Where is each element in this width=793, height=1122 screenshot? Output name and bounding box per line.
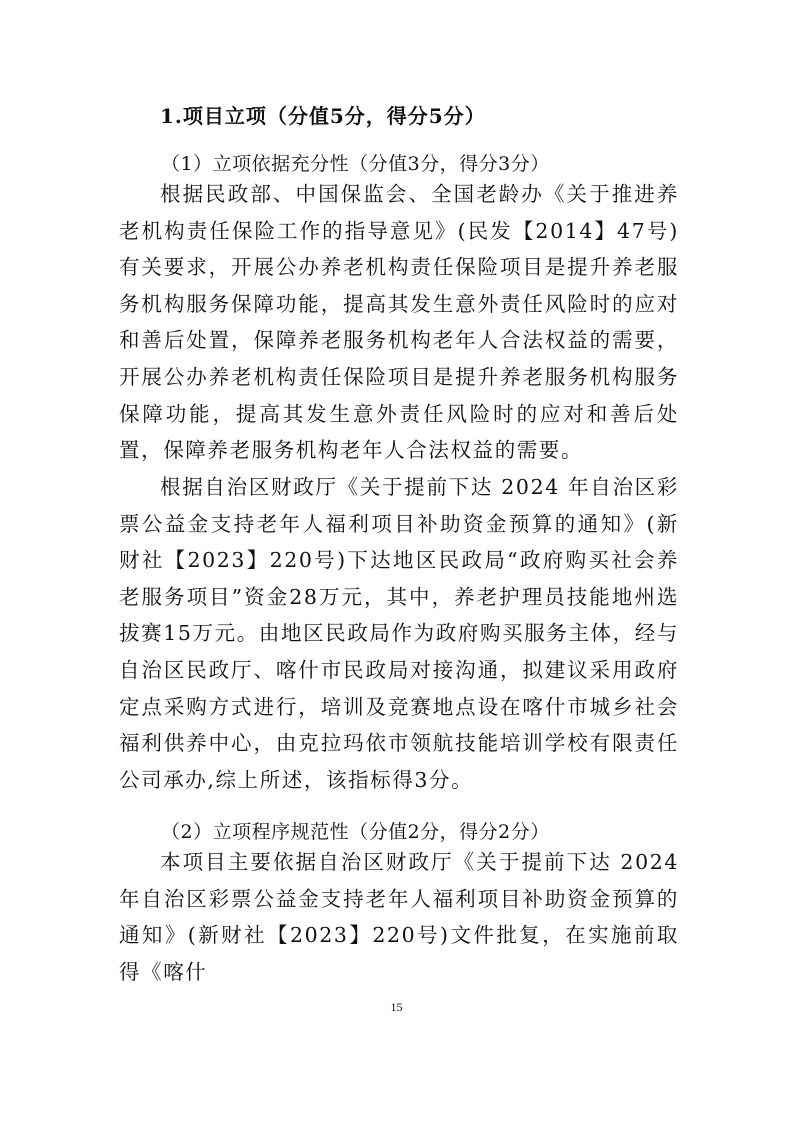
page-number: 15 bbox=[390, 1000, 403, 1014]
paragraph-2: 根据自治区财政厅《关于提前下达 2024 年自治区彩票公益金支持老年人福利项目补助资金预算的通知》(新财社【2023】220号)下达地区民政局“政府购买社会养老服务项目”资金28万元，其中，养老护理员技能地州选拔赛15万元。由地区民政局作为政府购买服务主体，经与自治区民政厅、喀什市民政局对接沟通，拟建议采用政府定点采购方式进行，培训及竞赛地点设在喀什市城乡社会福利供养中心，由克拉玛依市领航技能培训学校有限责任公司承办,综上所述，该指标得3分。 bbox=[119, 475, 679, 792]
subsection-title-1: （1）立项依据充分性（分值3分，得分3分） bbox=[161, 153, 550, 175]
subsection-title-2: （2）立项程序规范性（分值2分，得分2分） bbox=[161, 821, 550, 843]
paragraph-1: 根据民政部、中国保监会、全国老龄办《关于推进养老机构责任保险工作的指导意见》(民发【2014】47号)有关要求，开展公办养老机构责任保险项目是提升养老服务机构服务保障功能，提高其发生意外责任风险时的应对和善后处置，保障养老服务机构老年人合法权益的需要，开展公办养老机构责任保险项目是提升养老服务机构服务保障功能，提高其发生意外责任风险时的应对和善后处置，保障养老服务机构老年人合法权益的需要。 bbox=[119, 182, 679, 463]
section-heading: 1.项目立项（分值5分，得分5分） bbox=[160, 104, 486, 128]
paragraph-3: 本项目主要依据自治区财政厅《关于提前下达 2024 年自治区彩票公益金支持老年人福利项目补助资金预算的通知》(新财社【2023】220号)文件批复，在实施前取得《喀什 bbox=[119, 850, 679, 984]
